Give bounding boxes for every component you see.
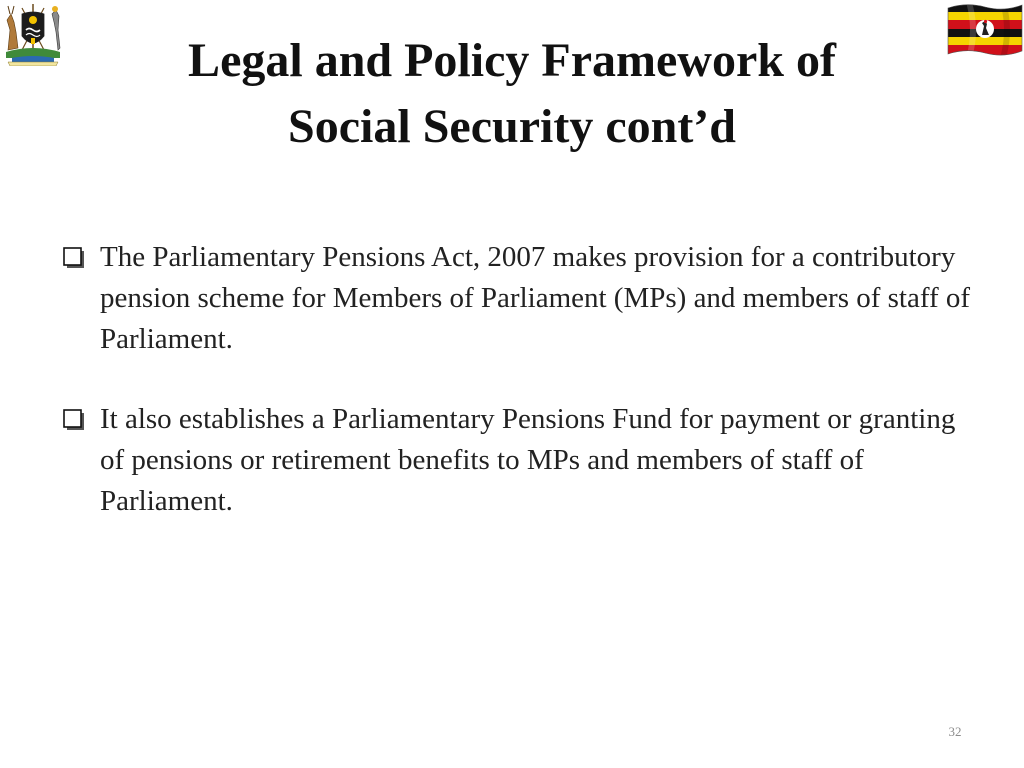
slide-title — [100, 28, 924, 160]
uganda-coat-of-arms-icon — [2, 0, 64, 66]
checkbox-square-bullet-icon — [63, 409, 85, 431]
page-number: 32 — [948, 724, 962, 739]
uganda-flag-icon — [946, 2, 1024, 58]
bullet-text: The Parliamentary Pensions Act, 2007 makes provision for a contributory pension scheme for Members of Parliament (MPs) and members of staff of Parliament. — [100, 241, 971, 355]
slide-title-line-1: Legal and Policy Framework of — [188, 34, 836, 87]
bullet-text: It also establishes a Parliamentary Pensions Fund for payment or granting of pensions or retirement benefits to MPs and members of staff of Parliament. — [100, 403, 956, 517]
bullet-list — [60, 237, 980, 522]
bullet-item — [60, 237, 980, 360]
checkbox-square-bullet-icon — [63, 247, 85, 269]
bullet-item — [60, 399, 980, 522]
slide-title-line-2: Social Security cont’d — [288, 100, 736, 153]
